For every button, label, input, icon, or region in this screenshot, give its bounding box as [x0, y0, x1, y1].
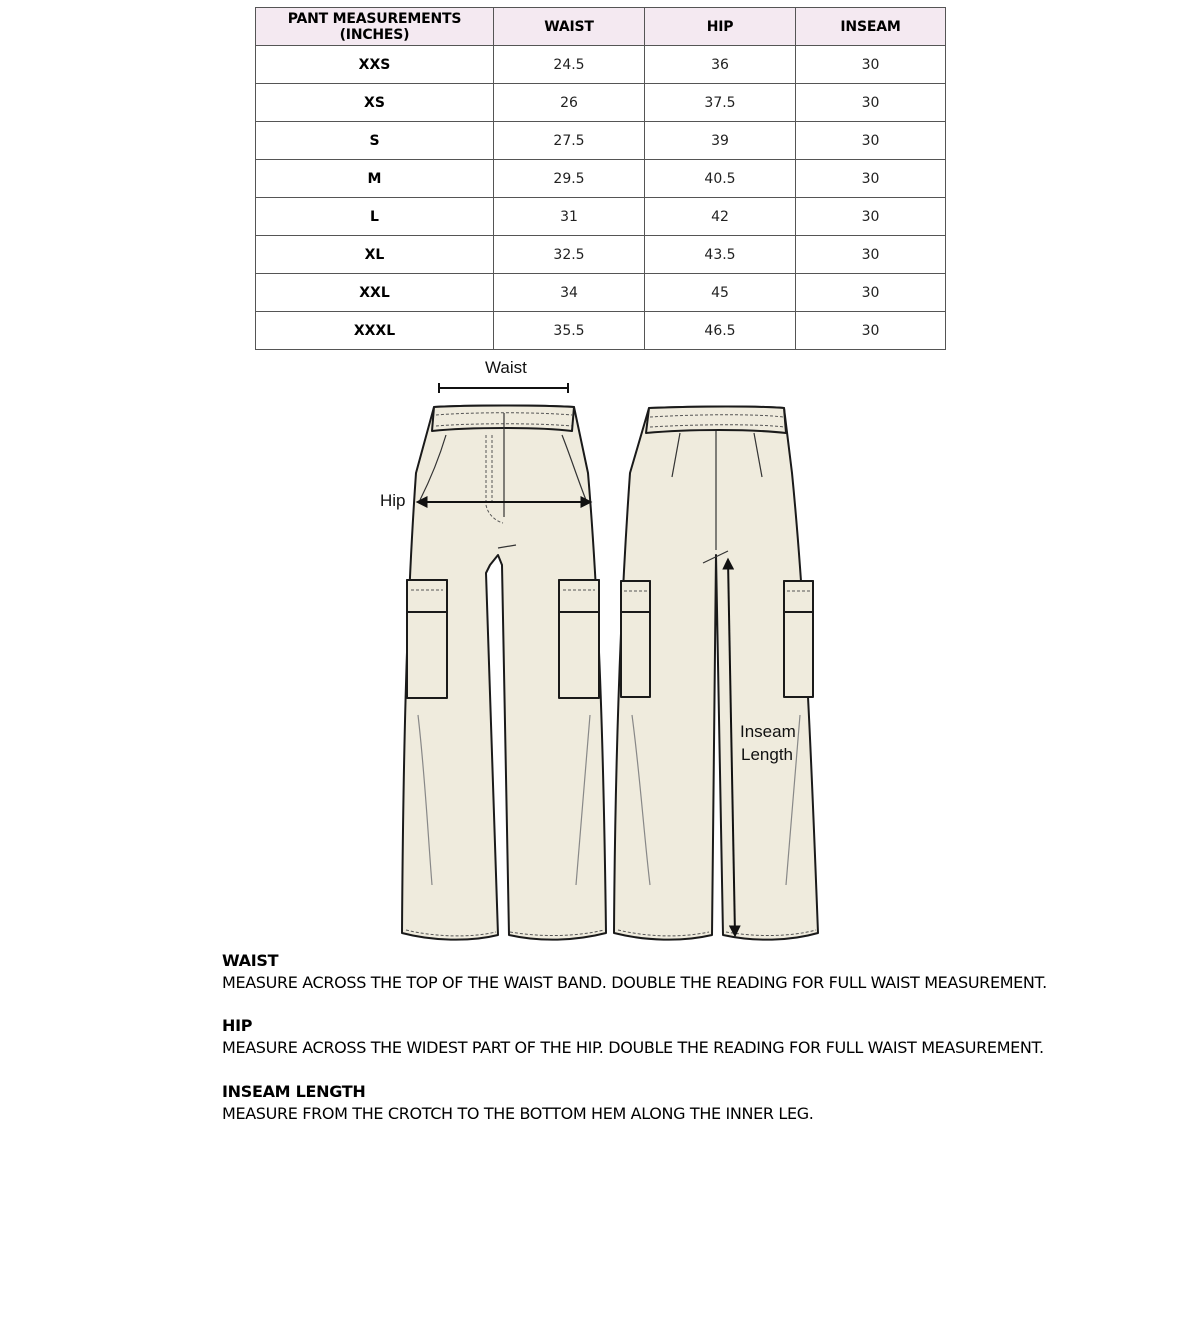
hip-cell: 42 [645, 198, 796, 236]
table-row [256, 46, 946, 84]
back-right-pocket-flap [784, 581, 813, 612]
hip-guide-text: MEASURE ACROSS THE WIDEST PART OF THE HIP. DOUBLE THE READING FOR FULL WAIST MEASUREMENT. [222, 1038, 1044, 1057]
hip-cell: 39 [645, 122, 796, 160]
waist-label: Waist [485, 358, 527, 377]
waist-cell: 26 [494, 84, 645, 122]
front-waistband [432, 406, 574, 432]
size-chart-table [255, 7, 946, 350]
table-header-row [256, 8, 946, 46]
pants-measurement-diagram [0, 355, 1200, 945]
hip-guide-title: HIP [222, 1016, 253, 1035]
waist-guide [222, 950, 1122, 994]
hip-guide [222, 1015, 1122, 1059]
hip-cell: 46.5 [645, 312, 796, 350]
hip-cell: 36 [645, 46, 796, 84]
waist-cell: 27.5 [494, 122, 645, 160]
table-row [256, 312, 946, 350]
back-waistband [646, 407, 786, 434]
waist-cell: 31 [494, 198, 645, 236]
inseam-label-line2: Length [741, 745, 793, 764]
table-row [256, 122, 946, 160]
waist-cell: 34 [494, 274, 645, 312]
table-row [256, 198, 946, 236]
hip-cell: 45 [645, 274, 796, 312]
size-cell: L [256, 198, 494, 236]
inseam-guide [222, 1081, 1122, 1125]
inseam-cell: 30 [796, 236, 946, 274]
front-right-pocket-flap [559, 580, 599, 612]
waist-cell: 32.5 [494, 236, 645, 274]
hip-label: Hip [380, 491, 406, 510]
header-waist: WAIST [494, 8, 645, 46]
size-cell: S [256, 122, 494, 160]
inseam-cell: 30 [796, 46, 946, 84]
front-left-pocket-flap [407, 580, 447, 612]
table-row [256, 274, 946, 312]
hip-cell: 37.5 [645, 84, 796, 122]
size-cell: M [256, 160, 494, 198]
inseam-guide-text: MEASURE FROM THE CROTCH TO THE BOTTOM HEM ALONG THE INNER LEG. [222, 1104, 814, 1123]
inseam-label-line1: Inseam [740, 722, 796, 741]
pants-illustration [0, 355, 1200, 945]
back-left-pocket-flap [621, 581, 650, 612]
table-row [256, 160, 946, 198]
size-cell: XXS [256, 46, 494, 84]
table-row [256, 84, 946, 122]
inseam-cell: 30 [796, 160, 946, 198]
inseam-cell: 30 [796, 84, 946, 122]
size-cell: XXL [256, 274, 494, 312]
waist-measure-line [439, 383, 568, 393]
size-cell: XXXL [256, 312, 494, 350]
waist-guide-title: WAIST [222, 951, 279, 970]
inseam-cell: 30 [796, 122, 946, 160]
size-cell: XL [256, 236, 494, 274]
waist-cell: 29.5 [494, 160, 645, 198]
inseam-cell: 30 [796, 198, 946, 236]
size-cell: XS [256, 84, 494, 122]
inseam-guide-title: INSEAM LENGTH [222, 1082, 366, 1101]
header-inseam: INSEAM [796, 8, 946, 46]
inseam-cell: 30 [796, 312, 946, 350]
waist-cell: 35.5 [494, 312, 645, 350]
header-hip: HIP [645, 8, 796, 46]
hip-cell: 40.5 [645, 160, 796, 198]
waist-guide-text: MEASURE ACROSS THE TOP OF THE WAIST BAND. DOUBLE THE READING FOR FULL WAIST MEASUREMENT. [222, 973, 1047, 992]
waist-cell: 24.5 [494, 46, 645, 84]
table-row [256, 236, 946, 274]
inseam-cell: 30 [796, 274, 946, 312]
hip-cell: 43.5 [645, 236, 796, 274]
header-measurements: PANT MEASUREMENTS (INCHES) [256, 8, 494, 46]
